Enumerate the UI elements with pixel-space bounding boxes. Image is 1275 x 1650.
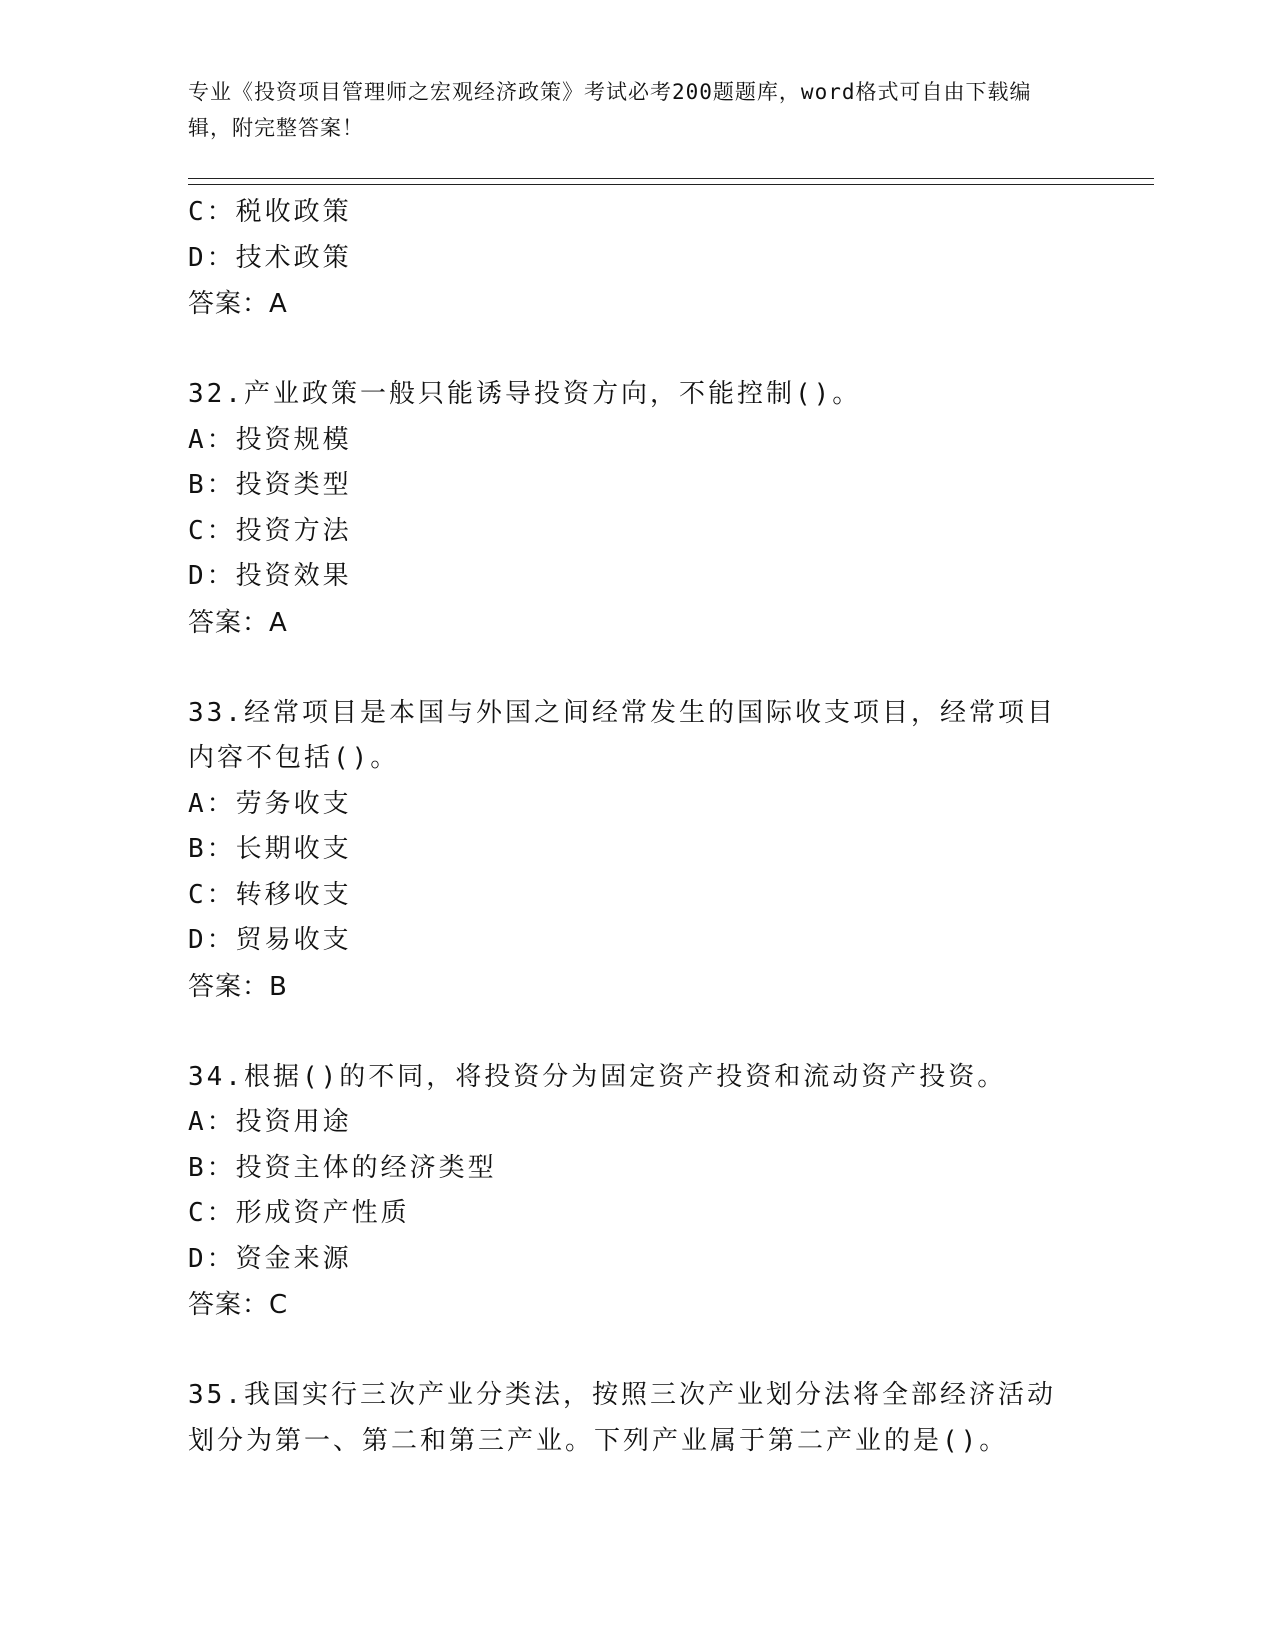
question-block: [188, 372, 1088, 646]
spacer: [188, 1328, 1088, 1373]
answer-label: 答案：C: [188, 1290, 289, 1320]
option-b: B：投资主体的经济类型: [188, 1152, 497, 1183]
spacer: [188, 327, 1088, 372]
option-a: A：投资用途: [188, 1107, 352, 1137]
question-stem: 35.我国实行三次产业分类法，按照三次产业划分法将全部经济活动划分为第一、第二和第三产业。下列产业属于第二产业的是()。: [188, 1380, 1056, 1456]
spacer: [188, 1010, 1088, 1055]
answer-label: 答案：B: [188, 971, 288, 1002]
option-d: D：技术政策: [188, 242, 352, 273]
option-a: A：投资规模: [188, 424, 352, 455]
question-list: [188, 190, 1088, 1464]
answer-label: 答案：A: [188, 289, 288, 319]
spacer: [188, 646, 1088, 691]
question-block: [188, 691, 1088, 1010]
answer-label: 答案：A: [188, 607, 288, 638]
option-a: A：劳务收支: [188, 788, 352, 819]
question-stem: 32.产业政策一般只能诱导投资方向，不能控制()。: [188, 379, 862, 409]
question-block-continued: [188, 190, 1088, 327]
question-block: [188, 1055, 1088, 1329]
option-b: B：长期收支: [188, 834, 352, 864]
header-divider-top: [188, 178, 1154, 179]
question-block: [188, 1373, 1088, 1464]
question-stem: 33.经常项目是本国与外国之间经常发生的国际收支项目，经常项目内容不包括()。: [188, 697, 1056, 773]
option-d: D：资金来源: [188, 1243, 352, 1274]
option-d: D：投资效果: [188, 561, 352, 591]
option-c: C：税收政策: [188, 197, 352, 227]
question-stem: 34.根据()的不同，将投资分为固定资产投资和流动资产投资。: [188, 1061, 1007, 1092]
option-d: D：贸易收支: [188, 925, 352, 955]
header-divider-bottom: [188, 184, 1154, 185]
option-c: C：形成资产性质: [188, 1198, 410, 1228]
option-c: C：投资方法: [188, 515, 352, 546]
option-b: B：投资类型: [188, 470, 352, 500]
option-c: C：转移收支: [188, 879, 352, 910]
document-header: 专业《投资项目管理师之宏观经济政策》考试必考200题题库，word格式可自由下载编辑，附完整答案！: [188, 80, 1032, 140]
